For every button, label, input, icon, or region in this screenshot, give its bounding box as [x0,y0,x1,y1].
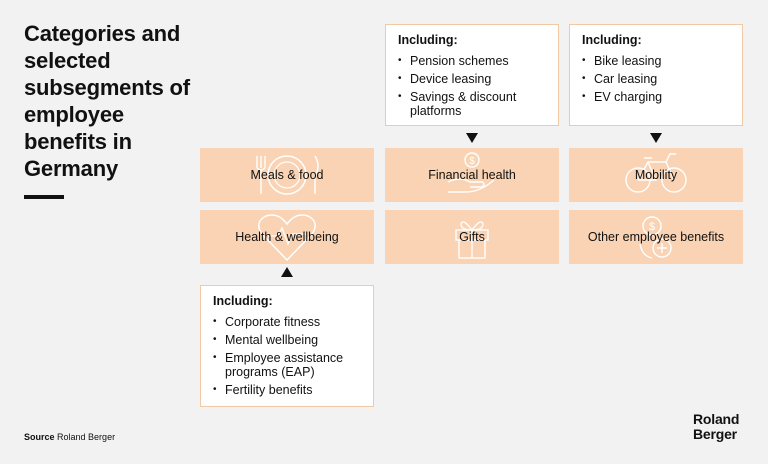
arrow-up-icon [281,267,293,277]
callout-heading: Including: [398,33,458,47]
list-item: • Device leasing [398,72,548,86]
tile-financial-health [385,148,559,202]
health-callout [200,285,374,407]
tile-label: Financial health [428,168,516,182]
tile-meals-food [200,148,374,202]
list-item: • Employee assistance programs (EAP) [213,351,363,379]
list-item: • Pension schemes [398,54,548,68]
financial-callout [385,24,559,126]
callout-heading: Including: [213,294,273,308]
list-item: • Car leasing [582,72,732,86]
svg-text:$: $ [648,221,656,233]
arrow-down-icon [466,133,478,143]
tile-label: Meals & food [250,168,324,182]
tile-label: Mobility [634,168,678,182]
page-title: Categories and selected subsegments of employee benefits in Germany [24,21,190,181]
logo [693,412,739,442]
list-item: • Bike leasing [582,54,732,68]
logo-line: Berger [693,426,737,442]
source-note [24,432,115,442]
tile-health-wellbeing [200,210,374,264]
tile-label: Gifts [459,230,485,244]
arrow-down-icon [650,133,662,143]
list-item: • Savings & discount platforms [398,90,548,118]
callout-heading: Including: [582,33,642,47]
source-value: Roland Berger [57,432,116,442]
list-item: • Corporate fitness [213,315,363,329]
svg-text:$: $ [469,156,475,167]
tile-label: Other employee benefits [587,230,725,244]
tile-gifts [385,210,559,264]
tile-label: Health & wellbeing [235,230,339,244]
logo-line: Roland [693,411,740,427]
list-item: • Fertility benefits [213,383,363,397]
tile-other-benefits [569,210,743,264]
tile-mobility [569,148,743,202]
mobility-callout [569,24,743,126]
source-label: Source [24,432,55,442]
title-underline [24,195,64,199]
list-item: • Mental wellbeing [213,333,363,347]
list-item: • EV charging [582,90,732,104]
